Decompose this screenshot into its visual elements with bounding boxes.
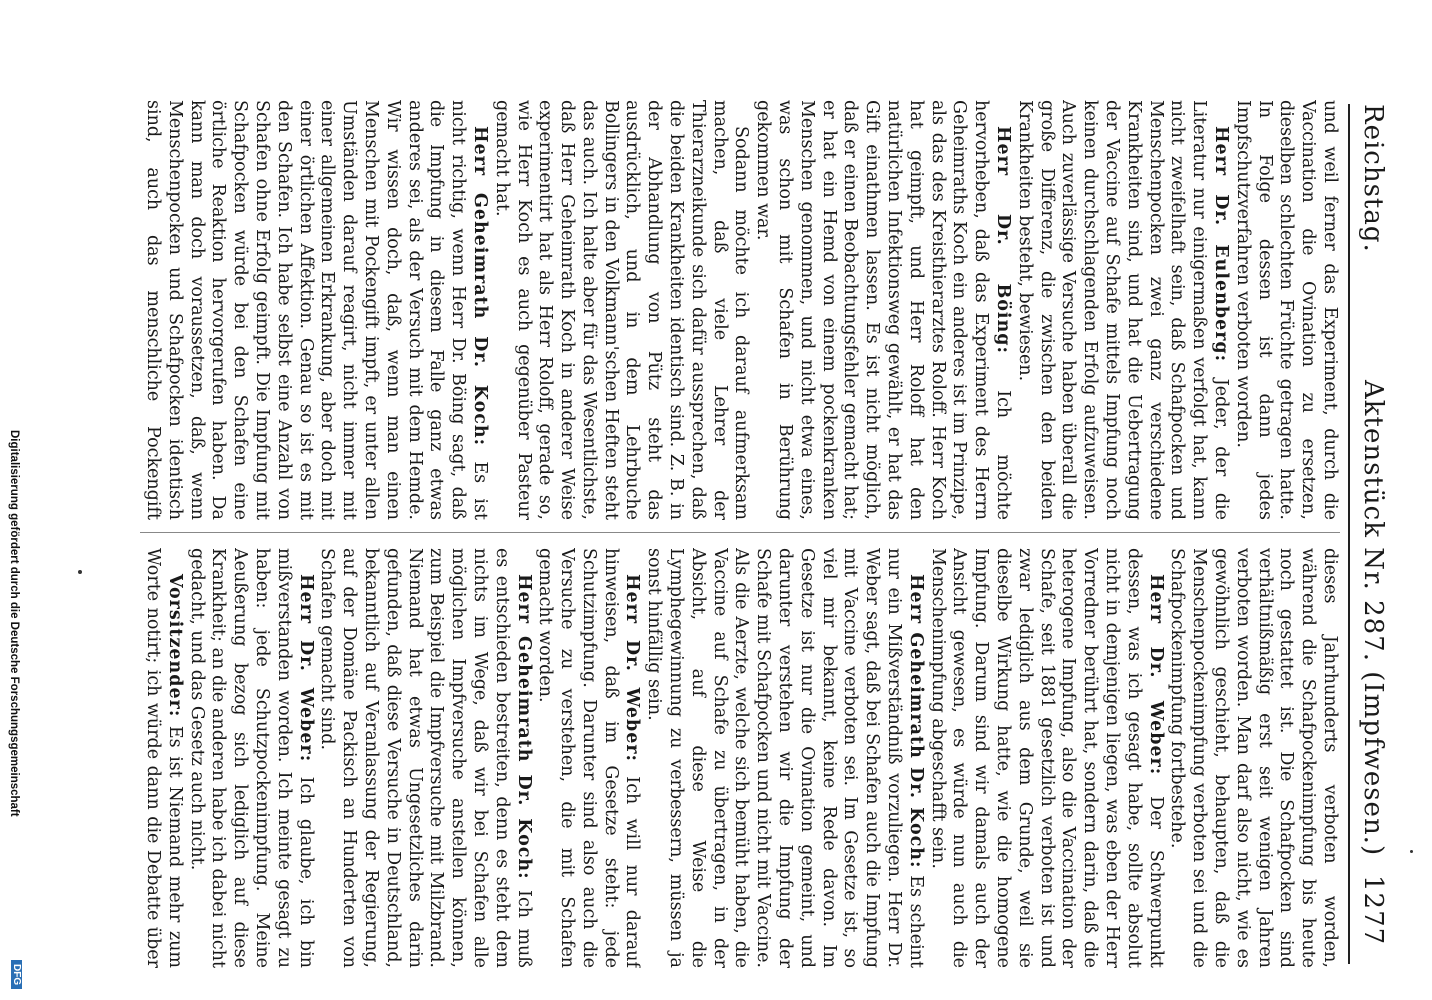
paragraph [643, 548, 926, 968]
paragraph [1166, 548, 1340, 968]
paragraph [534, 548, 643, 968]
paragraph [926, 548, 1166, 968]
header-rule [1348, 104, 1350, 964]
digitization-credit: Digitalisierung gefördert durch die Deutsche Forschungsgemeinschaft [8, 430, 20, 817]
paragraph [140, 548, 185, 968]
paragraph [140, 100, 490, 520]
paragraph-text: dieses Jahrhunderts verboten worden, während die Schafpockenimpfung bis heute noch gestattet ist. Die Schafpocken sind verhältnißmäßig erst seit wenigen Jahren verboten worden. Man darf also nicht, wie es gewöhnlich geschieht, behaupten, daß die Menschenpockenimpfung verboten sei und die Schafpockenimpfung fortbestehe. [1167, 548, 1340, 968]
speaker-name: Herr Dr. Weber: [622, 574, 643, 763]
speaker-name: Herr Dr. Weber: [1145, 574, 1166, 776]
paragraph-text: Ich will nur darauf hinweisen, daß im Gesetze steht: jede Schutzimpfung. Darunter sind also auch die Versuche zu verstehen, die mit Schafen gemacht worden. [535, 548, 643, 968]
text-column-right [140, 548, 1340, 968]
scan-speck [78, 570, 82, 574]
paragraph-text: Es ist nicht richtig, wenn Herr Dr. Böing sagt, daß die Impfung in diesem Falle ganz etwas anderes sei, als der Versuch mit dem Hemde. Wir wissen doch, daß, wenn man einen Menschen mit Pockengift impft, er unter allen Umständen darauf reagirt, nicht immer mit einer allgemeinen Erkrankung, aber doch mit einer örtlichen Affektion. Genau so ist es mit den Schafen. Ich habe selbst eine Anzahl von Schafen ohne Erfolg geimpft. Die Impfung mit Schafpocken würde bei den Schafen eine örtliche Reaktion hervorgerufen haben. Da kann man doch voraussetzen, daß, wenn Menschenpocken und Schafpocken identisch sind, auch das menschliche Pockengift [142, 100, 490, 520]
speaker-name: Herr Geheimrath Dr. Koch: [905, 574, 926, 869]
paragraph [490, 100, 752, 520]
header-left: Reichstag. [1358, 104, 1388, 253]
paragraph [1231, 100, 1340, 520]
page-header [1348, 0, 1388, 1000]
paragraph-text: Ich glaube, ich bin mißverstanden worden. Ich meinte gesagt zu haben: jede Schutzpockenimpfung. Meine Aeußerung bezog sich lediglich auf diese Krankheit; an die anderen habe ich dabei nicht gedacht, und das Gesetz auch nicht. [186, 548, 316, 968]
paragraph-text: Ich möchte hervorheben, daß das Experiment des Herrn Geheimraths Koch ein anderes ist im Prinzipe, als das des Kreisthierarztes Roloff. Herr Koch hat geimpft, und Herr Roloff hat den natürlichen Infektionsweg gewählt, er hat das Gift einathmen lassen. Es ist nicht möglich, daß er einen Beobachtungsfehler gemacht hat; er hat ein Hemd von einem pockenkranken Menschen genommen, und nicht etwa eines, was schon mit Schafen in Berührung gekommen war. [753, 100, 1014, 520]
scan-speck [1410, 850, 1413, 853]
paragraph-text: Jeder, der die Literatur nur einigermaßen verfolgt hat, kann nicht zweifelhaft sein, daß Schafpocken und Menschenpocken zwei ganz verschiedene Krankheiten sind, und hat die Uebertragung der Vaccine auf Schafe mittels Impfung noch keinen durchschlagenden Erfolg aufzuweisen. Auch zuverlässige Versuche haben überall die große Differenz, die zwischen den beiden Krankheiten besteht, bewiesen. [1014, 100, 1232, 520]
speaker-name: Herr Dr. Böing: [993, 126, 1014, 354]
speaker-name: Herr Geheimrath Dr. Koch: [469, 126, 490, 447]
speaker-name: Herr Dr. Weber: [295, 574, 316, 763]
speaker-name: Vorsitzender: [164, 574, 185, 718]
text-column-left [140, 100, 1340, 520]
paragraph-text: Der Schwerpunkt dessen, was ich gesagt habe, sollte absolut nicht in demjenigen liegen, was eben der Herr Vorredner berührt hat, sondern darin, daß die heterogene Impfung, also die Vaccination der Schafe, seit 1881 gesetzlich verboten ist und zwar lediglich aus dem Grunde, weil sie dieselbe Wirkung hatte, wie die homogene Impfung. Darum sind wir damals auch der Ansicht gewesen, es würde nun auch die Menschenimpfung abgeschafft sein. [927, 548, 1166, 968]
paragraph-text: Es scheint nur ein Mißverständniß vorzuliegen. Herr Dr. Weber sagt, daß bei Schafen auch die Impfung mit Vaccine verboten sei. Im Gesetze ist, so viel mir bekannt, keine Rede davon. Im Gesetze ist nur die Ovination gemeint, und darunter verstehen wir die Impfung der Schafe mit Schafpocken und nicht mit Vaccine. Als die Aerzte, welche sich bemüht haben, die Vaccine auf Schafe zu übertragen, in der Absicht, auf diese Weise die Lymphegewinnung zu verbessern, müssen ja sonst hinfällig sein. [644, 548, 926, 968]
paragraph-text: Ich muß es entschieden bestreiten, denn es steht dem nichts im Wege, daß wir bei Schafen alle möglichen Impfversuche anstellen können, zum Beispiel die Impfversuche mit Milzbrand. Niemand hat etwas Ungesetzliches darin gefunden, daß diese Versuche in Deutschland, bekanntlich auf Veranlassung der Regierung, auf der Domäne Packisch an Hunderten von Schafen gemacht sind. [317, 548, 534, 968]
page-number: 1277 [1358, 875, 1388, 946]
speaker-name: Herr Dr. Eulenberg: [1211, 126, 1232, 363]
paragraph [751, 100, 1013, 520]
paragraph-text: Es ist Niemand mehr zum Worte notirt; ich würde dann die Debatte über [142, 548, 185, 968]
paragraph-text: Sodann möchte ich darauf aufmerksam machen, daß viele Lehrer der Thierarzneikunde sich dafür aussprechen, daß die beiden Krankheiten identisch sind. Z. B. in der Abhandlung von Pütz steht das ausdrücklich, und in dem Lehrbuche Bollingers in den Volkmann'schen Heften steht das auch. Ich halte aber für das Wesentlichste, daß Herr Geheimrath Koch in anderer Weise experimentirt hat als Herr Roloff, gerade so, wie Herr Koch es auch gegenüber Pasteur gemacht hat. [491, 100, 752, 520]
header-center: Aktenstück Nr. 287. (Impfwesen.) [1358, 380, 1388, 857]
dfg-logo: DFG [11, 960, 22, 989]
column-divider [140, 532, 1340, 533]
paragraph-text: und weil ferner das Experiment, durch die Vaccination die Ovination zu ersetzen, dieselben schlechten Früchte getragen hatte. In Folge dessen ist dann jedes Impfschutzverfahren verboten worden. [1232, 100, 1340, 520]
paragraph [1013, 100, 1231, 520]
paragraph [185, 548, 316, 968]
speaker-name: Herr Geheimrath Dr. Koch: [513, 574, 534, 880]
paragraph [316, 548, 534, 968]
